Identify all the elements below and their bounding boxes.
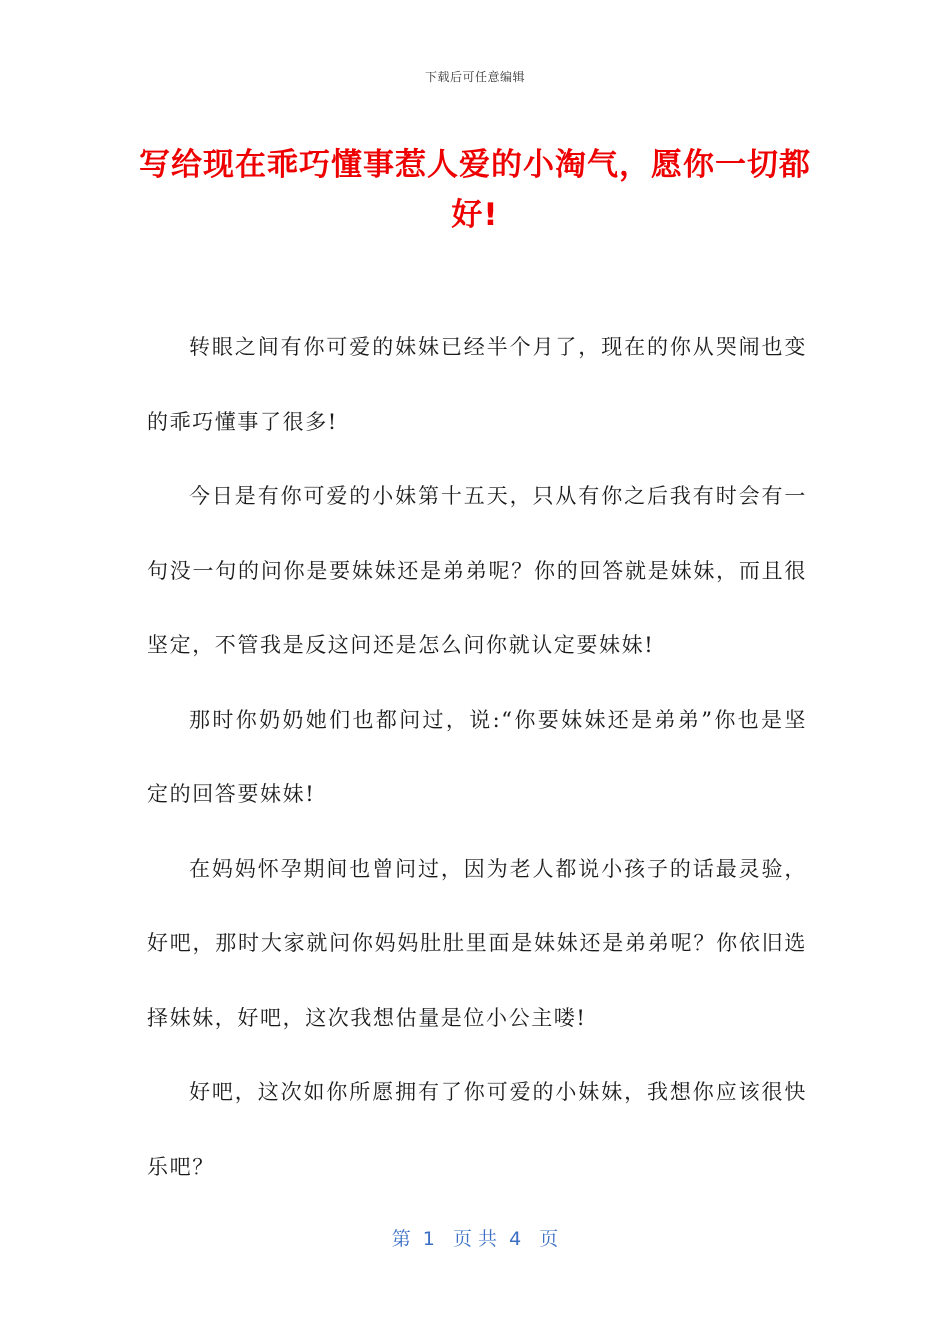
page-number: 第 1 页 共 4 页 xyxy=(391,1228,559,1250)
paragraph: 那时你奶奶她们也都问过，说:“你要妹妹还是弟弟”你也是坚定的回答要妹妹! xyxy=(147,707,807,806)
paragraph: 好吧，这次如你所愿拥有了你可爱的小妹妹，我想你应该很快乐吧？ xyxy=(147,1080,807,1179)
paragraph: 在妈妈怀孕期间也曾问过，因为老人都说小孩子的话最灵验，好吧，那时大家就问你妈妈肚肚里面是妹妹还是弟弟呢？你依旧选择妹妹，好吧，这次我想估量是位小公主喽! xyxy=(147,856,807,1030)
page-header-note: 下载后可任意编辑 xyxy=(424,70,525,84)
paragraph: 转眼之间有你可爱的妹妹已经半个月了，现在的你从哭闹也变的乖巧懂事了很多! xyxy=(147,335,807,434)
document-body xyxy=(147,310,807,1204)
paragraph: 今日是有你可爱的小妹第十五天，只从有你之后我有时会有一句没一句的问你是要妹妹还是弟弟呢？你的回答就是妹妹，而且很坚定，不管我是反这问还是怎么问你就认定要妹妹! xyxy=(147,484,807,657)
document-title: 写给现在乖巧懂事惹人爱的小淘气，愿你一切都好! xyxy=(139,147,811,233)
